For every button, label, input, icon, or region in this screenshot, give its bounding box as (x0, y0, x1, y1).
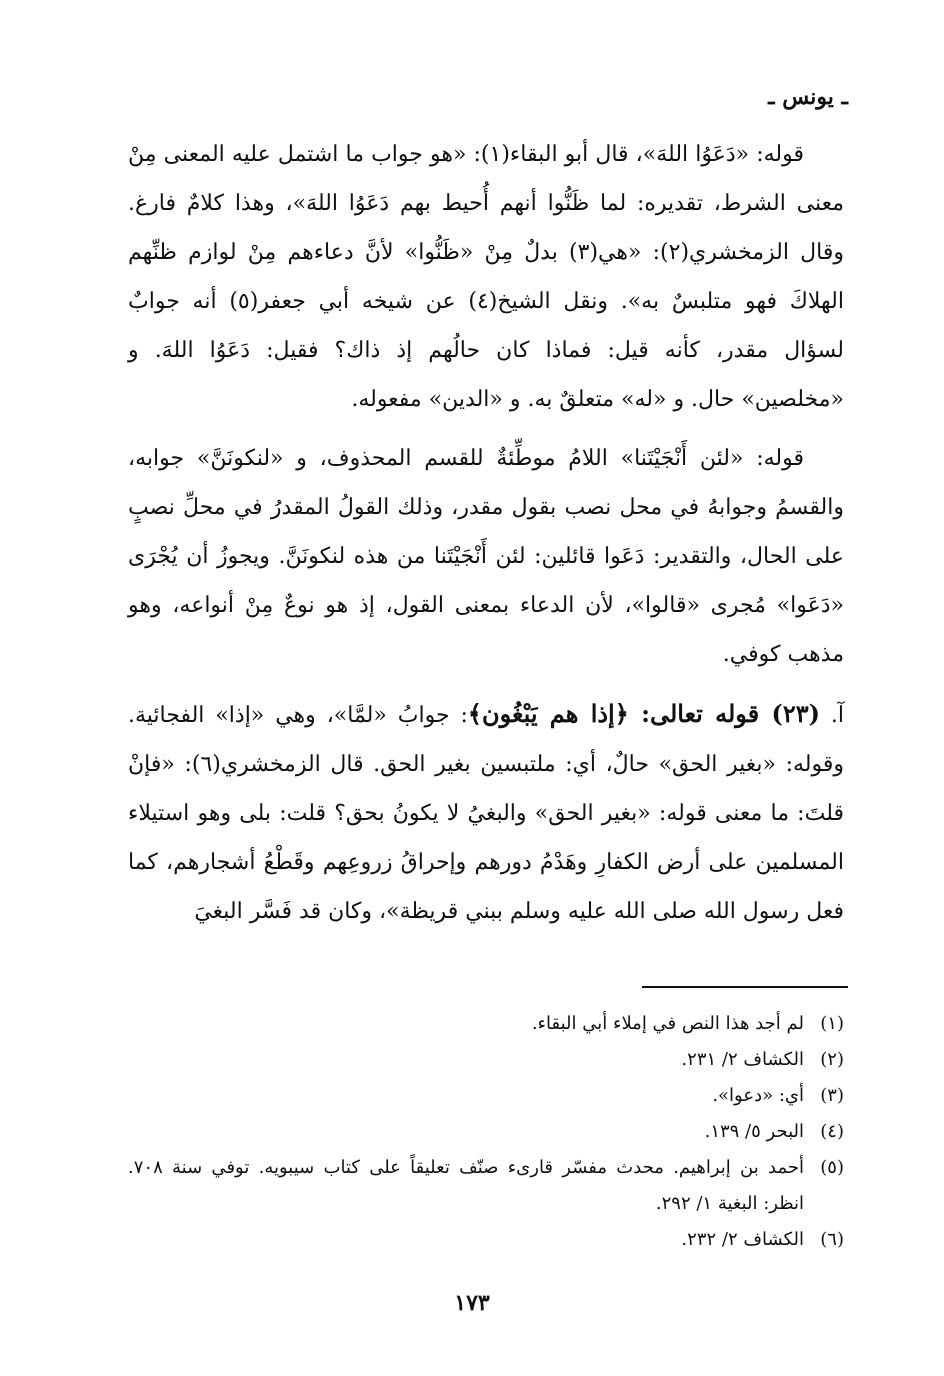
page-number: ١٧٣ (454, 1290, 490, 1316)
verse-marker: آ. (830, 703, 845, 728)
footnote-number: (١) (820, 1013, 844, 1034)
footnote-separator (642, 986, 848, 988)
footnote (128, 1042, 844, 1078)
footnote-number: (٣) (820, 1085, 844, 1106)
footnote-text: أحمد بن إبراهيم. محدث مفسّر قارىء صنّف تعليقاً على كتاب سيبويه. توفي سنة ٧٠٨. انظر: البغية ١/ ٢٩٢. (128, 1157, 804, 1214)
footnote-text: الكشاف ٢/ ٢٣٢. (681, 1229, 804, 1250)
main-text (128, 130, 844, 946)
running-head: ـ يونس ـ (768, 84, 848, 110)
footnote-text: البحر ٥/ ١٣٩. (704, 1121, 804, 1142)
footnote-number: (٤) (820, 1121, 844, 1142)
footnote-text: الكشاف ٢/ ٢٣١. (681, 1049, 804, 1070)
footnote (128, 1078, 844, 1114)
verse-heading: (٢٣) قوله تعالى: ﴿إذا هم يَبْغُون﴾ (467, 699, 820, 728)
footnote (128, 1150, 844, 1222)
footnote-number: (٢) (820, 1049, 844, 1070)
footnote-text: أي: «دعوا». (712, 1085, 804, 1106)
footnote-text: لم أجد هذا النص في إملاء أبي البقاء. (531, 1013, 804, 1034)
footnotes (128, 1006, 844, 1258)
verse-paragraph (128, 689, 844, 936)
footnote-number: (٦) (820, 1229, 844, 1250)
footnote (128, 1114, 844, 1150)
footnote (128, 1006, 844, 1042)
verse-commentary: : جوابُ «لمَّا»، وهي «إذا» الفجائية. وقوله: «بغير الحق» حالٌ، أي: ملتبسين بغير الحق. قال الزمخشري(٦): «فإنْ قلتَ: ما معنى قوله: «بغير الحق» والبغيُ لا يكونُ بحق؟ قلت: بلى وهو استيلاء المسلمين على أرض الكفارِ وهَدْمُ دورهم وإحراقُ زروعِهم وقَطْعُ أشجارهم، كما فعل رسول الله صلى الله عليه وسلم ببني قريظة»، وكان قد فَسَّر البغيَ (128, 703, 844, 924)
footnote (128, 1222, 844, 1258)
paragraph-1: قوله: «دَعَوُا اللهَ»، قال أبو البقاء(١): «هو جواب ما اشتمل عليه المعنى مِنْ معنى الشرط، تقديره: لما ظَنُّوا أنهم أُحيط بهم دَعَوُا اللهَ»، وهذا كلامٌ فارغ. وقال الزمخشري(٢): «هي(٣) بدلٌ مِنْ «ظَنُّوا» لأنَّ دعاءهم مِنْ لوازم ظنِّهم الهلاكَ فهو متلبسٌ به». ونقل الشيخ(٤) عن شيخه أبي جعفر(٥) أنه جوابٌ لسؤال مقدر، كأنه قيل: فماذا كان حالُهم إذ ذاك؟ فقيل: دَعَوُا اللهَ. و «مخلصين» حال. و «له» متعلقٌ به. و «الدين» مفعوله. (128, 142, 844, 412)
paragraph-2: قوله: «لئن أَنْجَيْتَنا» اللامُ موطِّئةٌ للقسم المحذوف، و «لنكونَنَّ» جوابه، والقسمُ وجوابهُ في محل نصب بقول مقدر، وذلك القولُ المقدرُ في محلِّ نصبٍ على الحال، والتقدير: دَعَوا قائلين: لئن أَنْجَيْتَنا من هذه لنكونَنَّ. ويجوزُ أن يُجْرَى «دَعَوا» مُجرى «قالوا»، لأن الدعاء بمعنى القول، إذ هو نوعٌ مِنْ أنواعه، وهو مذهب كوفي. (128, 446, 844, 667)
footnote-number: (٥) (820, 1157, 844, 1178)
